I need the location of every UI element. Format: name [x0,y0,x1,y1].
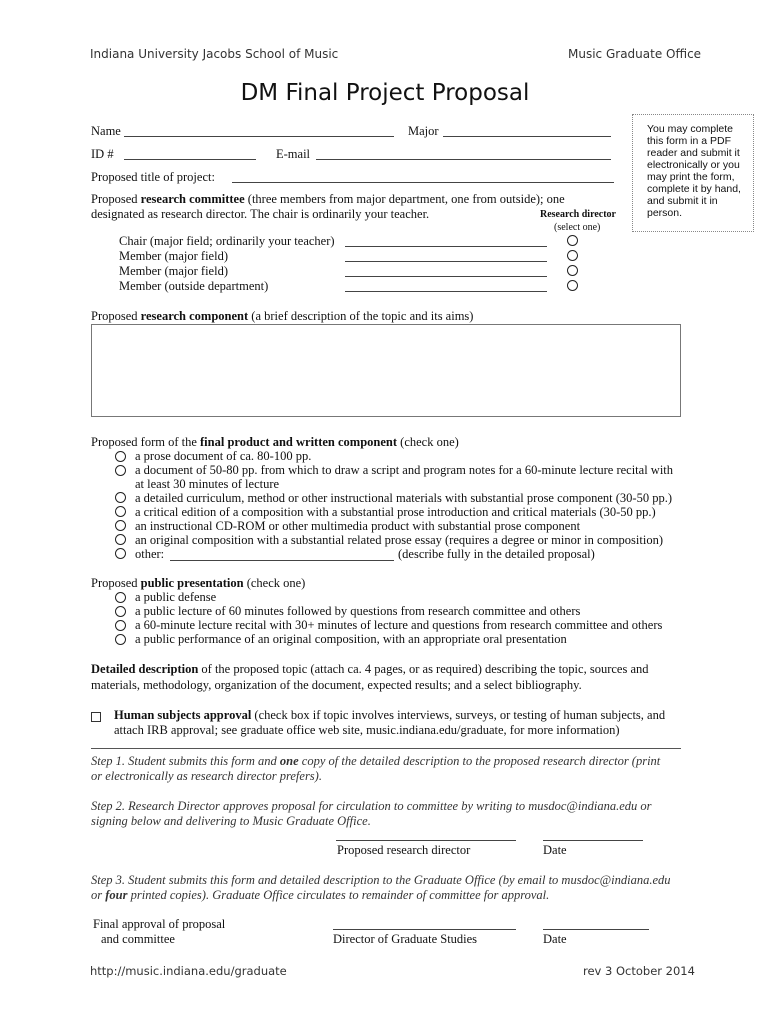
presentation-label: Proposed public presentation (check one) [91,576,306,590]
product-option-2-cont: at least 30 minutes of lecture [135,477,280,491]
director-date-line[interactable] [543,840,643,841]
member-chair-input[interactable] [345,246,547,247]
step3-line1: Step 3. Student submits this form and detailed description to the Graduate Office (by email to musdoc@indiana.edu [91,873,671,887]
presentation-radio-4[interactable] [115,634,126,645]
section-divider [91,748,681,749]
presentation-option-3: a 60-minute lecture recital with 30+ minutes of lecture and questions from research committee and others [135,618,663,632]
product-radio-6[interactable] [115,534,126,545]
human-subjects-line2: attach IRB approval; see graduate office web site, music.indiana.edu/graduate, for more information) [114,723,620,737]
member-chair-label: Chair (major field; ordinarily your teacher) [119,234,335,248]
name-label: Name [91,124,121,138]
detailed-description-line1: Detailed description of the proposed topic (attach ca. 4 pages, or as required) describing the topic, sources and [91,662,649,676]
major-input[interactable] [443,136,611,137]
product-option-4: a critical edition of a composition with a substantial prose introduction and critical materials (30-50 pp.) [135,505,656,519]
human-subjects-line1: Human subjects approval (check box if topic involves interviews, surveys, or testing of human subjects, and [114,708,666,722]
presentation-radio-1[interactable] [115,592,126,603]
director-radio-member-3[interactable] [567,265,578,276]
member-3-label: Member (major field) [119,264,228,278]
committee-intro-line2: designated as research director. The chair is ordinarily your teacher. [91,207,430,221]
dgs-date-label: Date [543,932,567,946]
research-director-signature-label: Proposed research director [337,843,471,857]
step2-line1: Step 2. Research Director approves proposal for circulation to committee by writing to musdoc@indiana.edu or [91,799,652,813]
project-title-label: Proposed title of project: [91,170,215,184]
instructions-note: You may complete this form in a PDF reader and submit it electronically or you may print the form, complete it by hand, and submit it in person. [632,114,754,232]
final-approval-label-2: and committee [101,932,175,946]
product-other-suffix: (describe fully in the detailed proposal) [398,547,595,561]
research-director-signature-line[interactable] [336,840,516,841]
page-title: DM Final Project Proposal [240,80,530,106]
research-director-label: Research director [540,209,616,220]
member-2-input[interactable] [345,261,547,262]
product-option-1: a prose document of ca. 80-100 pp. [135,449,312,463]
director-radio-member-4[interactable] [567,280,578,291]
product-option-6: an original composition with a substantial related prose essay (requires a degree or minor in composition) [135,533,663,547]
product-option-2: a document of 50-80 pp. from which to draw a script and program notes for a 60-minute lecture recital with [135,463,674,477]
dgs-signature-label: Director of Graduate Studies [333,932,478,946]
director-date-label: Date [543,843,567,857]
director-radio-member-2[interactable] [567,250,578,261]
footer-revision: rev 3 October 2014 [583,964,695,978]
product-option-5: an instructional CD-ROM or other multimedia product with substantial prose component [135,519,581,533]
email-label: E-mail [276,147,311,161]
product-radio-4[interactable] [115,506,126,517]
project-title-input[interactable] [232,182,614,183]
name-input[interactable] [124,136,394,137]
presentation-option-2: a public lecture of 60 minutes followed by questions from research committee and others [135,604,581,618]
member-2-label: Member (major field) [119,249,228,263]
step1-line2: or electronically as research director prefers). [91,769,322,783]
product-radio-3[interactable] [115,492,126,503]
research-component-textarea[interactable] [91,324,681,417]
presentation-option-4: a public performance of an original composition, with an appropriate oral presentation [135,632,567,646]
product-label: Proposed form of the final product and written component (check one) [91,435,459,449]
step2-line2: signing below and delivering to Music Graduate Office. [91,814,371,828]
member-3-input[interactable] [345,276,547,277]
member-4-label: Member (outside department) [119,279,269,293]
director-radio-chair[interactable] [567,235,578,246]
step1-line1: Step 1. Student submits this form and one copy of the detailed description to the proposed research director (print [91,754,661,768]
dgs-date-line[interactable] [543,929,649,930]
research-director-sub: (select one) [554,222,601,233]
product-radio-2[interactable] [115,465,126,476]
header-left: Indiana University Jacobs School of Music [90,47,339,61]
presentation-radio-2[interactable] [115,606,126,617]
major-label: Major [408,124,439,138]
dgs-signature-line[interactable] [333,929,516,930]
research-component-label: Proposed research component (a brief description of the topic and its aims) [91,309,474,323]
product-option-other: other: [135,547,165,561]
presentation-radio-3[interactable] [115,620,126,631]
step3-line2: or four printed copies). Graduate Office circulates to remainder of committee for approval. [91,888,550,902]
id-input[interactable] [124,159,256,160]
human-subjects-checkbox[interactable] [91,712,101,722]
product-other-input[interactable] [170,560,394,561]
product-radio-5[interactable] [115,520,126,531]
member-4-input[interactable] [345,291,547,292]
detailed-description-line2: materials, methodology, organization of the document, expected results; and a select bibliography. [91,678,582,692]
product-option-3: a detailed curriculum, method or other instructional materials with substantial prose component (30-50 pp.) [135,491,673,505]
id-label: ID # [91,147,114,161]
product-radio-other[interactable] [115,548,126,559]
final-approval-label: Final approval of proposal [93,917,226,931]
presentation-option-1: a public defense [135,590,217,604]
footer-url: http://music.indiana.edu/graduate [90,964,287,978]
product-radio-1[interactable] [115,451,126,462]
committee-intro: Proposed research committee (three members from major department, one from outside); one [91,192,565,206]
header-right: Music Graduate Office [568,47,702,61]
email-input[interactable] [316,159,611,160]
